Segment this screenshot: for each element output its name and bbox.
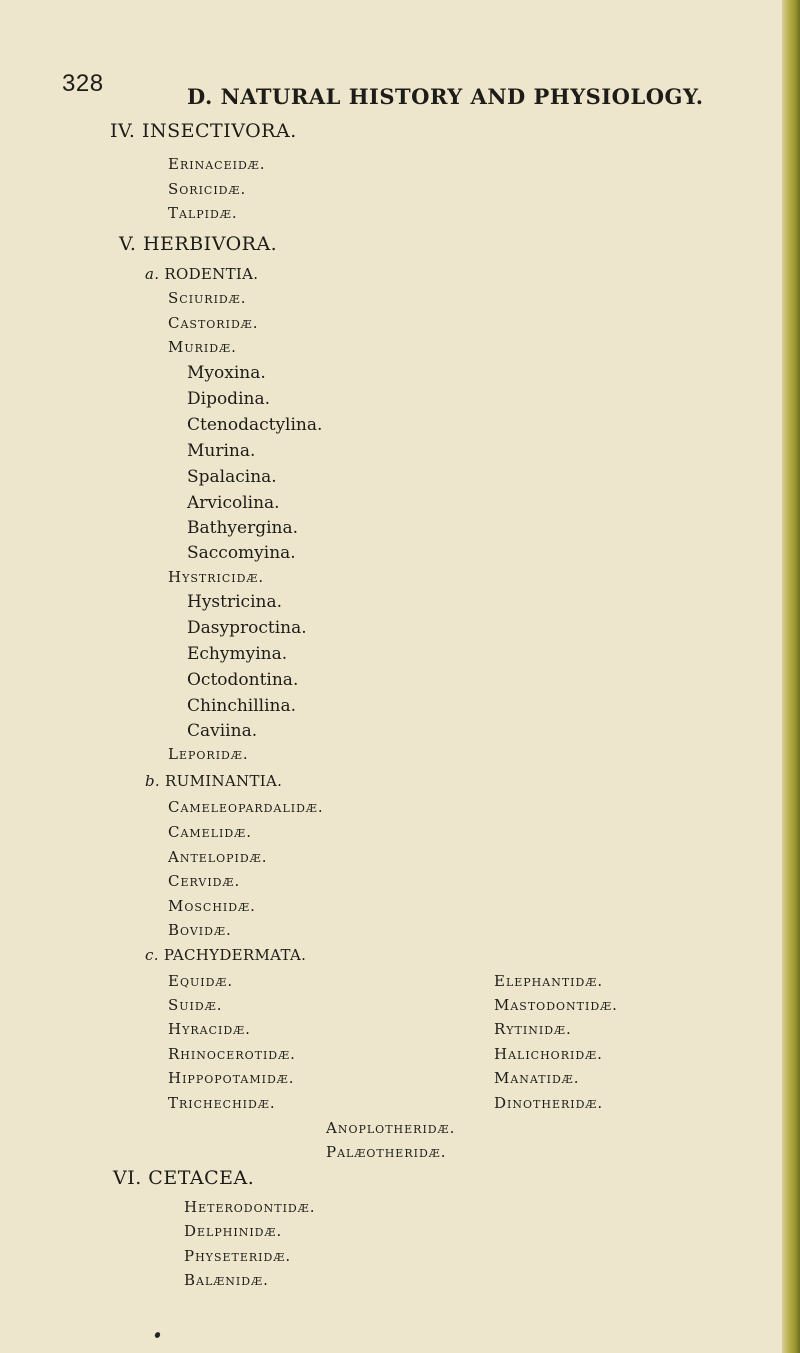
family-entry: Leporidæ. [168,745,249,763]
tribe-entry: Echymyina. [187,644,288,664]
page-number: 328 [62,70,104,97]
family-entry: Bovidæ. [168,921,232,939]
family-entry: Rhinocerotidæ. [168,1045,296,1063]
family-entry: Physeteridæ. [184,1247,292,1265]
suborder-heading: a. RODENTIA. [145,265,259,283]
suborder-heading: b. RUMINANTIA. [145,772,283,790]
family-entry: Equidæ. [168,972,234,990]
family-entry: Trichechidæ. [168,1094,276,1112]
family-entry: Cervidæ. [168,872,241,890]
family-entry: Delphinidæ. [184,1222,283,1240]
family-entry: Camelidæ. [168,823,252,841]
running-head: D. NATURAL HISTORY AND PHYSIOLOGY. [187,84,704,109]
family-entry: Halichoridæ. [494,1045,603,1063]
family-entry: Cameleopardalidæ. [168,798,324,816]
family-entry: Palæotheridæ. [326,1143,447,1161]
tribe-entry: Murina. [187,441,256,461]
family-entry: Hystricidæ. [168,568,265,586]
family-entry: Hippopotamidæ. [168,1069,295,1087]
family-entry: Anoplotheridæ. [326,1119,456,1137]
tribe-entry: Myoxina. [187,363,266,383]
family-entry: Moschidæ. [168,897,256,915]
tribe-entry: Caviina. [187,721,258,741]
page-edge [782,0,800,1353]
tribe-entry: Hystricina. [187,592,282,612]
tribe-entry: Arvicolina. [187,493,280,513]
tribe-entry: Saccomyina. [187,543,296,563]
family-entry: Hyracidæ. [168,1020,251,1038]
tribe-entry: Dipodina. [187,389,270,409]
family-entry: Heterodontidæ. [184,1198,316,1216]
tribe-entry: Ctenodactylina. [187,415,323,435]
family-entry: Erinaceidæ. [168,155,266,173]
order-heading: VI. CETACEA. [113,1167,255,1189]
family-entry: Suidæ. [168,996,223,1014]
tribe-entry: Octodontina. [187,670,299,690]
family-entry: Elephantidæ. [494,972,604,990]
family-entry: Talpidæ. [168,204,238,222]
ink-speck [154,1331,161,1339]
tribe-entry: Dasyproctina. [187,618,307,638]
family-entry: Rytinidæ. [494,1020,572,1038]
family-entry: Mastodontidæ. [494,996,618,1014]
tribe-entry: Spalacina. [187,467,277,487]
order-heading: IV. INSECTIVORA. [110,120,297,142]
family-entry: Castoridæ. [168,314,259,332]
family-entry: Sciuridæ. [168,289,247,307]
family-entry: Dinotheridæ. [494,1094,604,1112]
tribe-entry: Bathyergina. [187,518,299,538]
family-entry: Manatidæ. [494,1069,580,1087]
order-heading: V. HERBIVORA. [119,233,278,255]
family-entry: Muridæ. [168,338,237,356]
family-entry: Antelopidæ. [168,848,268,866]
family-entry: Soricidæ. [168,180,247,198]
family-entry: Balænidæ. [184,1271,269,1289]
suborder-heading: c. PACHYDERMATA. [145,946,307,964]
tribe-entry: Chinchillina. [187,696,297,716]
